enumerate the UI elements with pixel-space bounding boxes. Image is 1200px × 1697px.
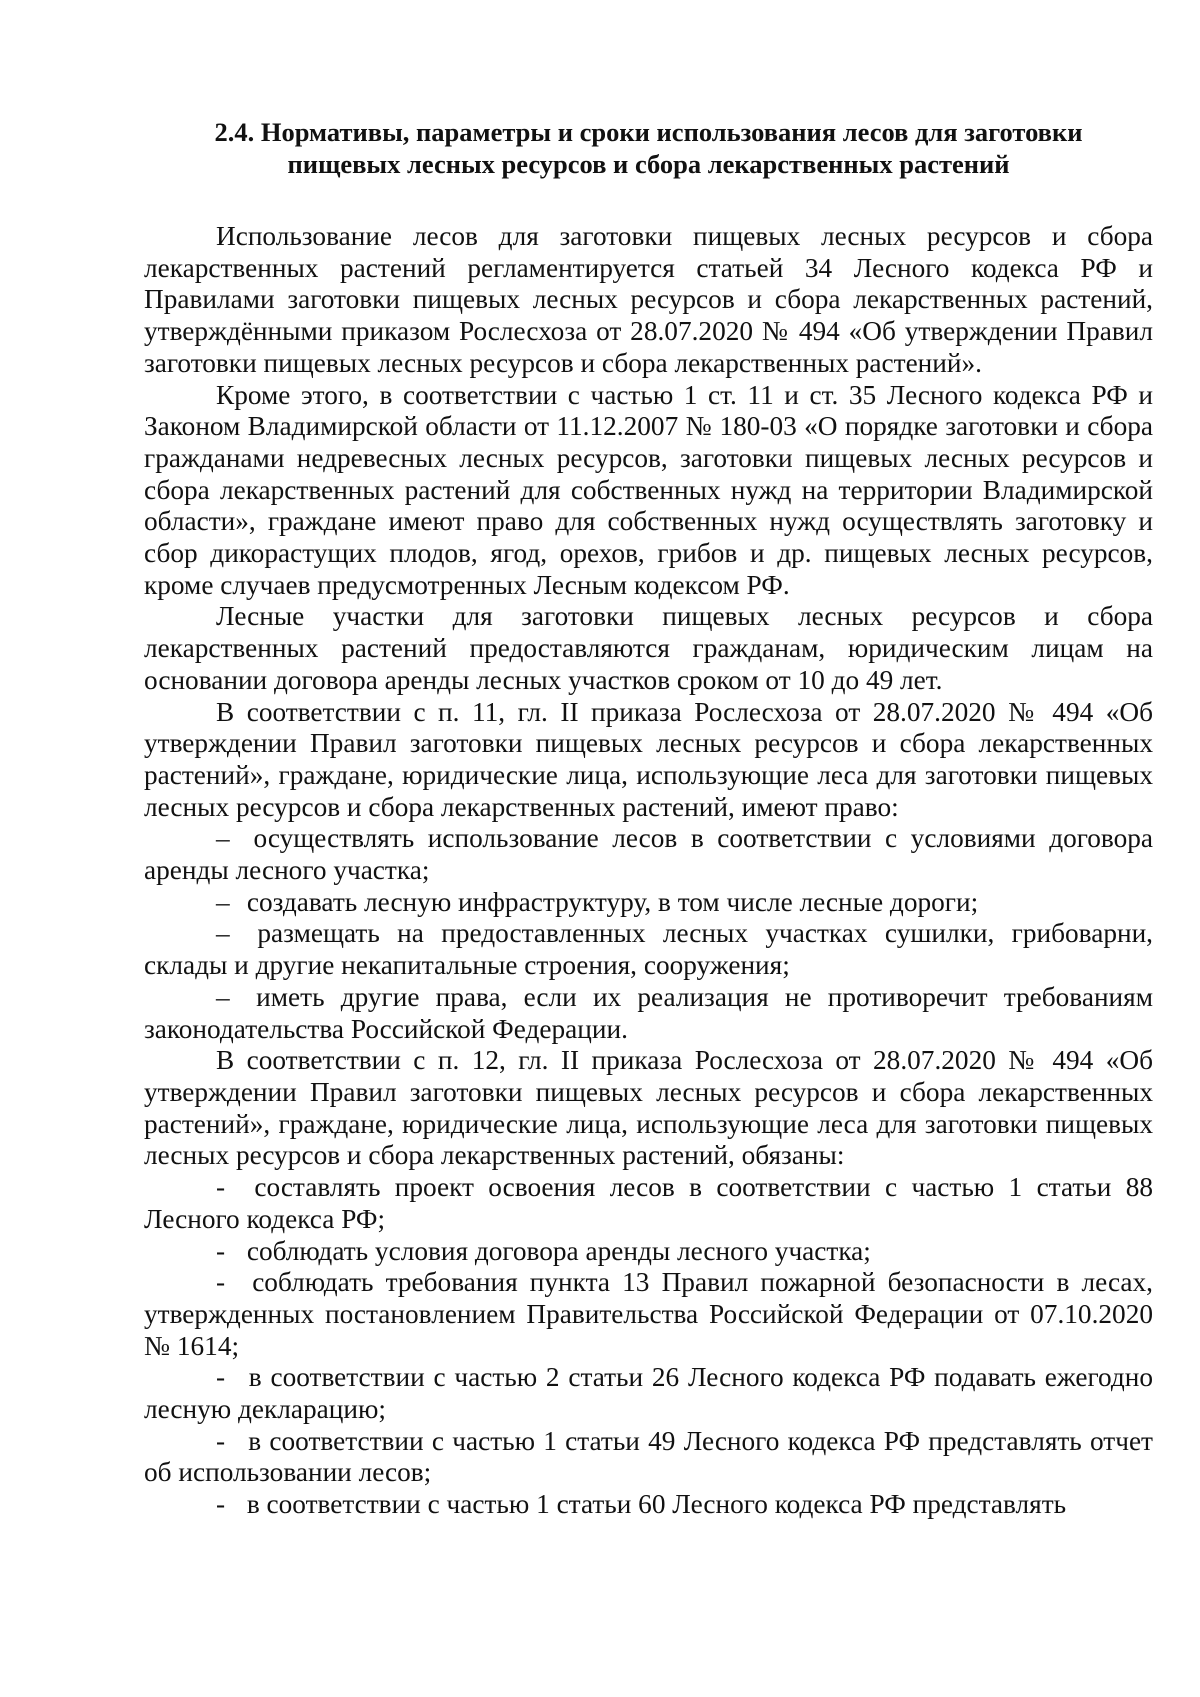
list-dash: - (216, 1267, 226, 1298)
obligations-list-item (144, 1172, 1153, 1235)
obligations-item-text: соблюдать требования пункта 13 Правил пожарной безопасности в лесах, утвержденных постановлением Правительства Российской Федерации от 07.10.2020 № 1614; (144, 1267, 1153, 1361)
obligations-item-text: в соответствии с частью 1 статьи 60 Лесного кодекса РФ представлять (246, 1489, 1067, 1520)
paragraph-obligations-intro: В соответствии с п. 12, гл. II приказа Рослесхоза от 28.07.2020 № 494 «Об утверждении Правил заготовки пищевых лесных ресурсов и сбора лекарственных растений», граждане, юридические лица, использующие леса для заготовки пищевых лесных ресурсов и сбора лекарственных растений, обязаны: (144, 1045, 1153, 1171)
obligations-item-text: соблюдать условия договора аренды лесного участка; (246, 1235, 871, 1266)
list-dash: - (216, 1235, 226, 1266)
list-dash: - (216, 1489, 226, 1520)
document-body (144, 221, 1153, 1521)
obligations-item-text: составлять проект освоения лесов в соответствии с частью 1 статьи 88 Лесного кодекса РФ; (144, 1172, 1153, 1234)
list-dash: – (216, 823, 230, 854)
paragraph-rights-intro: В соответствии с п. 11, гл. II приказа Рослесхоза от 28.07.2020 № 494 «Об утверждении Правил заготовки пищевых лесных ресурсов и сбора лекарственных растений», граждане, юридические лица, использующие леса для заготовки пищевых лесных ресурсов и сбора лекарственных растений, имеют право: (144, 696, 1153, 822)
list-dash: - (216, 1425, 226, 1456)
list-dash: - (216, 1172, 226, 1203)
rights-item-text: создавать лесную инфраструктуру, в том числе лесные дороги; (246, 886, 979, 917)
list-dash: – (216, 918, 230, 949)
rights-list-item (144, 887, 1153, 919)
obligations-list-item (144, 1362, 1153, 1425)
section-title (144, 116, 1153, 180)
obligations-item-text: в соответствии с частью 1 статьи 49 Лесного кодекса РФ представлять отчет об использовании лесов; (144, 1425, 1153, 1488)
obligations-list-item (144, 1236, 1153, 1268)
rights-item-text: осуществлять использование лесов в соответствии с условиями договора аренды лесного участка; (144, 823, 1154, 886)
list-dash: – (216, 981, 230, 1012)
obligations-list-item (144, 1267, 1153, 1362)
list-dash: - (216, 1362, 226, 1393)
rights-list-item (144, 823, 1153, 886)
obligations-list-item (144, 1426, 1153, 1489)
section-title-line-1: 2.4. Нормативы, параметры и сроки использования лесов для заготовки (214, 117, 1083, 147)
paragraph-lease-terms: Лесные участки для заготовки пищевых лесных ресурсов и сбора лекарственных растений предоставляются гражданам, юридическим лицам на основании договора аренды лесных участков сроком от 10 до 49 лет. (144, 601, 1153, 695)
section-title-line-2: пищевых лесных ресурсов и сбора лекарственных растений (287, 149, 1010, 179)
list-dash: – (216, 886, 230, 917)
obligations-item-text: в соответствии с частью 2 статьи 26 Лесного кодекса РФ подавать ежегодно лесную декларацию; (144, 1362, 1153, 1425)
rights-list-item (144, 982, 1153, 1045)
rights-item-text: иметь другие права, если их реализация не противоречит требованиям законодательства Российской Федерации. (144, 981, 1153, 1044)
rights-list-item (144, 918, 1153, 981)
paragraph-usage-regulation: Использование лесов для заготовки пищевых лесных ресурсов и сбора лекарственных растений регламентируется статьей 34 Лесного кодекса РФ и Правилами заготовки пищевых лесных ресурсов и сбора лекарственных растений, утверждёнными приказом Рослесхоза от 28.07.2020 № 494 «Об утверждении Правил заготовки пищевых лесных ресурсов и сбора лекарственных растений». (144, 221, 1153, 378)
paragraph-citizens-rights-law: Кроме этого, в соответствии с частью 1 ст. 11 и ст. 35 Лесного кодекса РФ и Законом Владимирской области от 11.12.2007 № 180-03 «О порядке заготовки и сбора гражданами недревесных лесных ресурсов, заготовки пищевых лесных ресурсов и сбора лекарственных растений для собственных нужд на территории Владимирской области», граждане имеют право для собственных нужд осуществлять заготовку и сбор дикорастущих плодов, ягод, орехов, грибов и др. пищевых лесных ресурсов, кроме случаев предусмотренных Лесным кодексом РФ. (144, 379, 1153, 600)
obligations-list-item (144, 1489, 1153, 1521)
rights-item-text: размещать на предоставленных лесных участках сушилки, грибоварни, склады и другие некапитальные строения, сооружения; (144, 918, 1154, 981)
